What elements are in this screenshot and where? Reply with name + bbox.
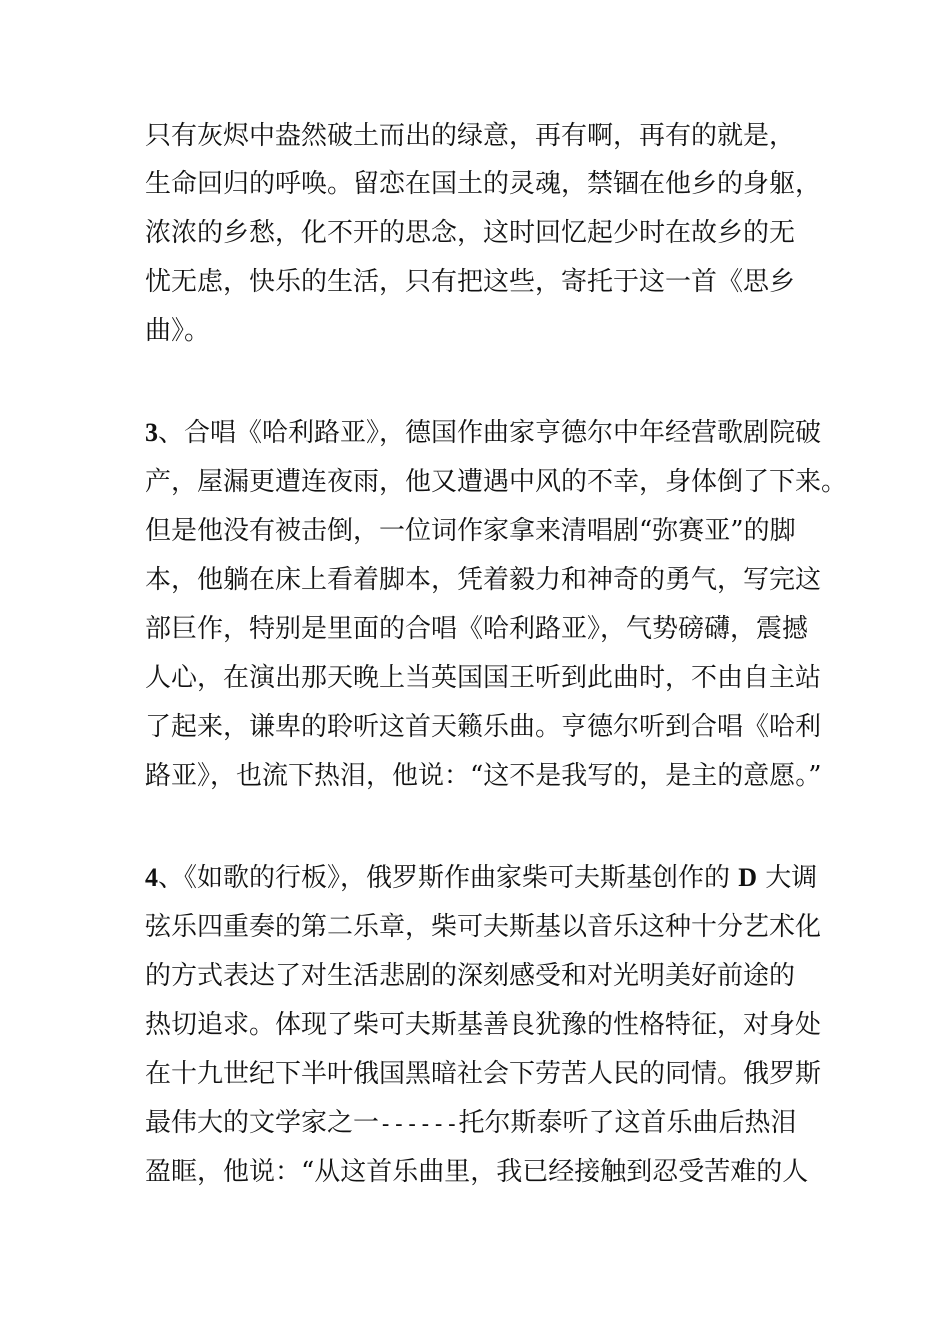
key-letter: D (738, 863, 758, 892)
text-line: 部巨作，特别是里面的合唱《哈利路亚》，气势磅礴，震撼 (145, 614, 809, 644)
text-line: 但是他没有被击倒，一位词作家拿来清唱剧“弥赛亚”的脚 (145, 516, 796, 546)
dash-separator: ------ (379, 1112, 459, 1137)
text-line: 本，他躺在床上看着脚本，凭着毅力和神奇的勇气，写完这 (145, 565, 822, 595)
section-number: 4 (145, 863, 158, 892)
text-line-content: 托尔斯泰听了这首乐曲后热泪 (458, 1108, 797, 1138)
text-line: 只有灰烬中盎然破土而出的绿意，再有啊，再有的就是， (145, 121, 796, 151)
text-line: 生命回归的呼唤。留恋在国土的灵魂，禁锢在他乡的身躯， (145, 169, 822, 199)
text-line: 了起来，谦卑的聆听这首天籁乐曲。亨德尔听到合唱《哈利 (145, 712, 822, 742)
text-line-with-dashes (145, 1103, 797, 1143)
section-4-heading-line (145, 858, 817, 898)
text-line: 路亚》，也流下热泪，他说：“这不是我写的，是主的意愿。” (145, 761, 822, 791)
text-line: 盈眶，他说：“从这首乐曲里，我已经接触到忍受苦难的人 (145, 1157, 809, 1187)
text-line: 在十九世纪下半叶俄国黑暗社会下劳苦人民的同情。俄罗斯 (145, 1059, 822, 1089)
text-line: 产，屋漏更遭连夜雨，他又遭遇中风的不幸，身体倒了下来。 (145, 467, 848, 497)
text-line-content: 最伟大的文学家之一 (145, 1108, 380, 1138)
section-3-heading-line (145, 413, 821, 453)
text-line-content: 大调 (757, 863, 818, 893)
section-number: 3 (145, 418, 158, 447)
text-line: 的方式表达了对生活悲剧的深刻感受和对光明美好前途的 (145, 961, 796, 991)
text-line-content: 、合唱《哈利路亚》，德国作曲家亨德尔中年经营歌剧院破 (158, 418, 822, 448)
text-line: 曲》。 (145, 316, 211, 346)
text-line: 热切追求。体现了柴可夫斯基善良犹豫的性格特征，对身处 (145, 1010, 822, 1040)
text-line: 浓浓的乡愁，化不开的思念，这时回忆起少时在故乡的无 (145, 218, 796, 248)
text-line: 忧无虑，快乐的生活，只有把这些，寄托于这一首《思乡 (145, 267, 796, 297)
text-line-content: 、《如歌的行板》，俄罗斯作曲家柴可夫斯基创作的 (158, 863, 739, 893)
text-line: 弦乐四重奏的第二乐章，柴可夫斯基以音乐这种十分艺术化 (145, 912, 822, 942)
text-line: 人心，在演出那天晚上当英国国王听到此曲时，不由自主站 (145, 663, 822, 693)
